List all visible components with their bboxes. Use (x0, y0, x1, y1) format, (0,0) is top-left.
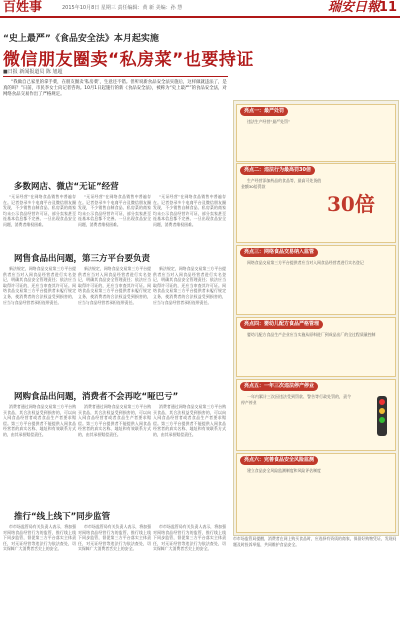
section-body-2b: 新法规定，网络食品交易第三方平台提供者应当对入网食品经营者进行实名登记，明确其食品安全管理责任；依法应当取得许可证的，还应当审查其许可证。网络食品交易第三方平台提供者未履行规定义务，使消费者的合法权益受到损害的，应当与食品经营者承担连带责任。 (78, 266, 151, 305)
highlight-text: 生产经营添加药品的食品等，最高可处货值金额30倍罚款 (241, 178, 321, 189)
byline: ■日报 新闻报道员 陈 旭超 (3, 69, 63, 75)
page-header (0, 0, 400, 18)
section-heading-1: 多数网店、微店“无证”经营 (14, 182, 119, 192)
highlight-tag: 亮点三：网络食品交易纳入监管 (240, 248, 318, 257)
highlight-text: 违法生产经营“最严处罚” (247, 119, 290, 124)
issue-meta: 2015年10月8日 星期三 责任编辑：黄 新 美编：孙 慧 (62, 5, 183, 11)
article-title: 微信朋友圈卖“私房菜”也要持证 (3, 50, 254, 70)
article-subtitle: “史上最严”《食品安全法》本月起实施 (3, 34, 159, 44)
newspaper-masthead: 瑞安日報 (327, 0, 380, 15)
title-rule (3, 76, 228, 77)
section-heading-2: 网售食品出问题，第三方平台要负责 (14, 254, 151, 264)
highlight-text: 婴幼儿配方食品生产企业应当实施从原料进厂到成品出厂的全过程质量控制 (247, 332, 376, 337)
traffic-light-icon (377, 396, 387, 436)
section-body-4: 市市场监管局有关负责人表示，将加强对网络食品经营行为的监管，推行线上线下同步监管，督促第三方平台落实主体责任，对无证经营等违法行为依法查处，切实保障广大消费者舌尖上的安全。 (3, 524, 76, 552)
highlight-big-number: 30倍 (327, 192, 375, 216)
highlight-tag: 亮点四：婴幼儿配方食品严格管理 (240, 320, 323, 329)
highlight-box-4 (236, 317, 396, 377)
section-body-3: 消费者通过网络食品交易第三方平台购买食品，其合法权益受到损害的，可以向入网食品经营者或者食品生产者要求赔偿。第三方平台提供者不能提供入网食品经营者的真实名称、地址和有效联系方式的，由其承担赔偿责任。 (3, 404, 76, 437)
lead-paragraph: “我做自己家里的拿手菜，在朋友圈卖‘私房菜’，生意还不错。但听说新食品安全法实施后，这样做就违法了，是真的吗？”日前，市民李女士向记者咨询。10月1日起施行的新《食品安全法》，被称为“史上最严”的食品安全法，对网络食品交易作出了严格规定。 (3, 80, 227, 98)
highlight-tag: 亮点二：违法行为最高罚30倍 (240, 166, 315, 175)
section-heading-3: 网购食品出问题，消费者不会再吃“哑巴亏” (14, 392, 179, 402)
section-body-1: “无证经营”在网络食品销售中普遍存在。记者登录多个电商平台及微信朋友圈发现，不少销售自制食品、私房菜的商家均未公示食品经营许可证，部分卖家甚至连基本信息都不完善。一旦出现食品安全问题，消费者维权困难。 (3, 194, 76, 227)
section-body-3c: 消费者通过网络食品交易第三方平台购买食品，其合法权益受到损害的，可以向入网食品经营者或者食品生产者要求赔偿。第三方平台提供者不能提供入网食品经营者的真实名称、地址和有效联系方式的，由其承担赔偿责任。 (153, 404, 226, 437)
section-body-4c: 市市场监管局有关负责人表示，将加强对网络食品经营行为的监管，推行线上线下同步监管，督促第三方平台落实主体责任，对无证经营等违法行为依法查处，切实保障广大消费者舌尖上的安全。 (153, 524, 226, 552)
page-number: 11 (378, 0, 397, 15)
section-body-1b: “无证经营”在网络食品销售中普遍存在。记者登录多个电商平台及微信朋友圈发现，不少销售自制食品、私房菜的商家均未公示食品经营许可证，部分卖家甚至连基本信息都不完善。一旦出现食品安全问题，消费者维权困难。 (78, 194, 151, 227)
highlight-tag: 亮点五：一年三次违法停产停业 (240, 382, 318, 391)
highlight-text: 一年内累计三次因违法受到罚款、警告等行政处罚的，责令停产停业 (241, 394, 351, 405)
highlights-sidebar (233, 100, 399, 536)
section-body-2c: 新法规定，网络食品交易第三方平台提供者应当对入网食品经营者进行实名登记，明确其食品安全管理责任；依法应当取得许可证的，还应当审查其许可证。网络食品交易第三方平台提供者未履行规定义务，使消费者的合法权益受到损害的，应当与食品经营者承担连带责任。 (153, 266, 226, 305)
highlight-box-3 (236, 245, 396, 315)
section-heading-4: 推行“线上线下”同步监管 (14, 512, 111, 522)
section-body-1c: “无证经营”在网络食品销售中普遍存在。记者登录多个电商平台及微信朋友圈发现，不少销售自制食品、私房菜的商家均未公示食品经营许可证，部分卖家甚至连基本信息都不完善。一旦出现食品安全问题，消费者维权困难。 (153, 194, 226, 227)
highlight-text: 建立食品安全风险监测制度和风险评估制度 (247, 468, 321, 473)
highlight-tag: 亮点六：完善食品安全风险监测 (240, 456, 318, 465)
highlight-tag: 亮点一：最严处罚 (240, 107, 288, 116)
highlight-box-6 (236, 453, 396, 533)
highlight-box-2 (236, 163, 396, 243)
section-name: 百姓事 (3, 0, 43, 15)
highlight-box-1 (236, 104, 396, 162)
highlight-text: 网络食品交易第三方平台提供者应当对入网食品经营者进行实名登记 (247, 260, 364, 265)
sidebar-footer-text: 市市场监管局提醒，消费者在网上购买食品时，应选择有资质的商家，保留好购物凭证，发现问题及时投诉举报，共同维护食品安全。 (233, 536, 397, 547)
highlight-box-5 (236, 379, 396, 451)
section-body-3b: 消费者通过网络食品交易第三方平台购买食品，其合法权益受到损害的，可以向入网食品经营者或者食品生产者要求赔偿。第三方平台提供者不能提供入网食品经营者的真实名称、地址和有效联系方式的，由其承担赔偿责任。 (78, 404, 151, 437)
section-body-2: 新法规定，网络食品交易第三方平台提供者应当对入网食品经营者进行实名登记，明确其食品安全管理责任；依法应当取得许可证的，还应当审查其许可证。网络食品交易第三方平台提供者未履行规定义务，使消费者的合法权益受到损害的，应当与食品经营者承担连带责任。 (3, 266, 76, 305)
section-body-4b: 市市场监管局有关负责人表示，将加强对网络食品经营行为的监管，推行线上线下同步监管，督促第三方平台落实主体责任，对无证经营等违法行为依法查处，切实保障广大消费者舌尖上的安全。 (78, 524, 151, 552)
